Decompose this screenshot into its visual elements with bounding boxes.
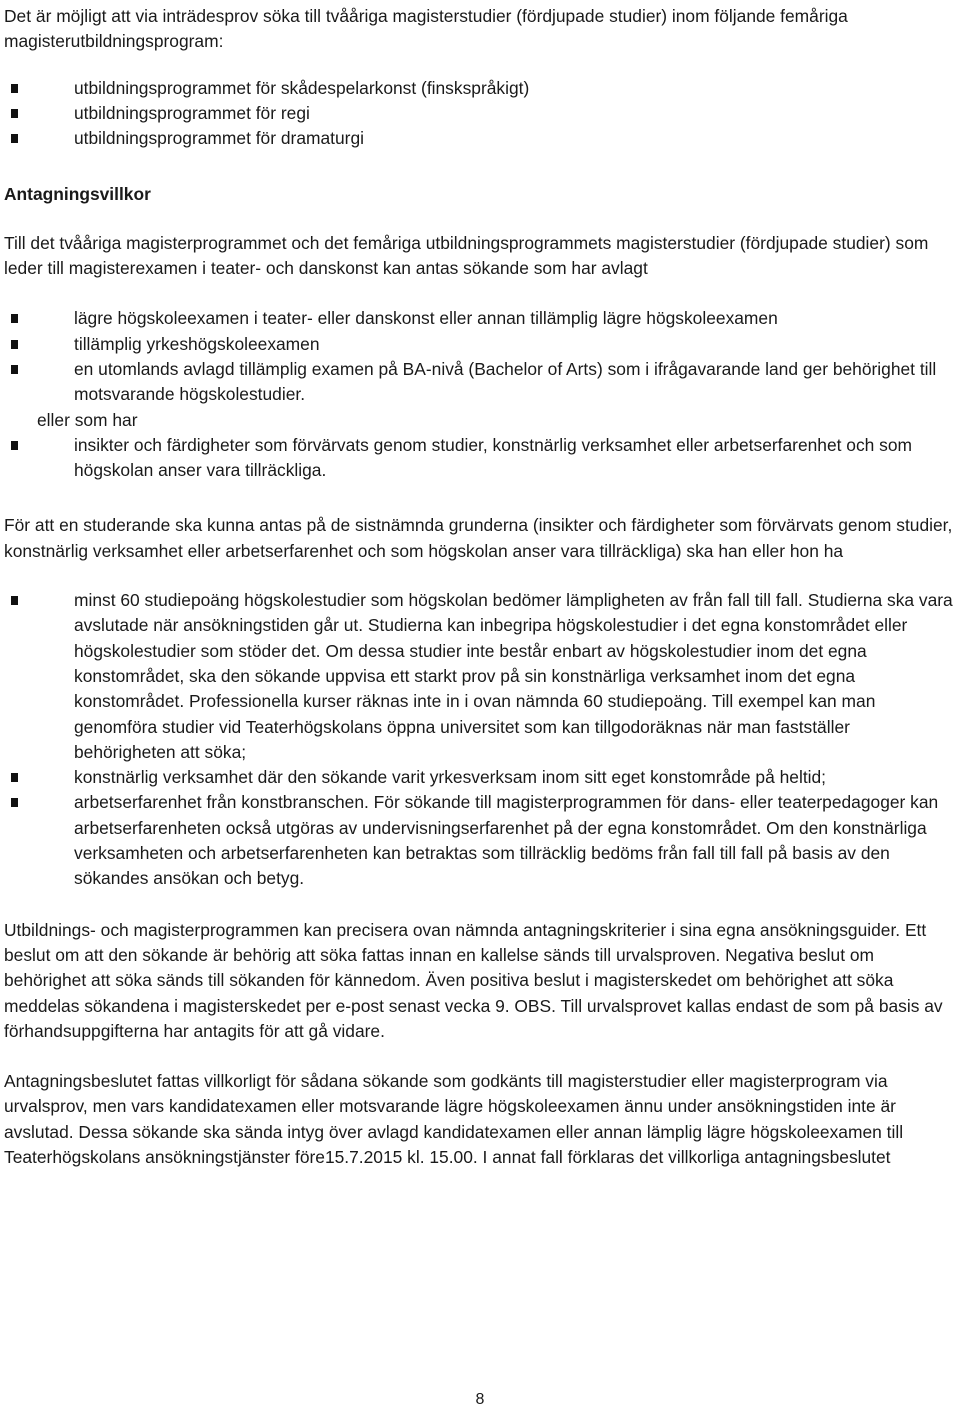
- list-item: konstnärlig verksamhet där den sökande varit yrkesverksam inom sitt eget konstområde på heltid;: [4, 765, 956, 790]
- bullet-icon: [11, 340, 18, 349]
- list-item: utbildningsprogrammet för skådespelarkonst (finskspråkigt): [4, 76, 956, 101]
- program-list: [4, 76, 956, 152]
- bullet-icon: [11, 798, 18, 807]
- list-item: utbildningsprogrammet för dramaturgi: [4, 126, 956, 151]
- bullet-icon: [11, 773, 18, 782]
- list-item: arbetserfarenhet från konstbranschen. För sökande till magisterprogrammen för dans- eller teaterpedagoger kan arbetserfarenheten också utgöras av undervisningserfarenhet på der egna konstområdet. Om den konstnärliga verksamheten och arbetserfarenheten kan betraktas som tillräcklig bedöms från fall till fall på basis av den sökandes ansökan och betyg.: [4, 790, 956, 891]
- list-item: minst 60 studiepoäng högskolestudier som högskolan bedömer lämpligheten av från fall till fall. Studierna ska vara avslutade när ansökningstiden går ut. Studierna kan inbegripa högskolestudier i det egna konstområdet eller högskolestudier som stöder det. Om dessa studier inte består enbart av högskolestudier inom det egna konstområdet, ska den sökande uppvisa ett starkt prov på sin konstnärliga verksamhet inom det egna konstområdet. Professionella kurser räknas inte in i ovan nämnda 60 studiepoäng. Till exempel kan man genomföra studier vid Teaterhögskolans öppna universitet som kan tillgodoräknas när man fastställer behörigheten att söka;: [4, 588, 956, 765]
- bullet-icon: [11, 109, 18, 118]
- bullet-icon: [11, 596, 18, 605]
- bullet-icon: [11, 84, 18, 93]
- list-item: utbildningsprogrammet för regi: [4, 101, 956, 126]
- bullet-icon: [11, 314, 18, 323]
- list-item: en utomlands avlagd tillämplig examen på BA-nivå (Bachelor of Arts) som i ifrågavarande land ger behörighet till motsvarande högskolestudier.: [4, 357, 956, 408]
- conditions-intro: Till det tvååriga magisterprogrammet och det femåriga utbildningsprogrammets magisterstudier (fördjupade studier) som leder till magisterexamen i teater- och danskonst kan antas sökande som har avlagt: [4, 232, 929, 279]
- intro-paragraph: Det är möjligt att via inträdesprov söka till tvååriga magisterstudier (fördjupade studier) inom följande femåriga magisterutbildningsprogram:: [4, 6, 848, 52]
- requirement-intro: För att en studerande ska kunna antas på de sistnämnda grunderna (insikter och färdigheter som förvärvats genom studier, konstnärlig verksamhet eller arbetserfarenhet och som högskolan anser vara tillräckliga) ska han eller hon ha: [4, 515, 953, 561]
- degree-list: [4, 306, 956, 407]
- requirement-list: [4, 588, 956, 892]
- list-item: tillämplig yrkeshögskoleexamen: [4, 332, 956, 357]
- bullet-icon: [11, 134, 18, 143]
- bullet-icon: [11, 441, 18, 450]
- document-page: [4, 4, 956, 1170]
- skills-list: [4, 433, 956, 484]
- guides-paragraph: Utbildnings- och magisterprogrammen kan precisera ovan nämnda antagningskriterier i sina egna ansökningsguider. Ett beslut om att den sökande är behörig att söka fattas innan en kallelse sänds till urvalsproven. Negativa beslut om behörighet att söka sänds till sökanden för kännedom. Även positiva beslut i magisterskedet om behörighet att söka meddelas sökandena i magisterskedet per e-post senast vecka 9. OBS. Till urvalsprovet kallas endast de som på basis av förhandsuppgifterna har antagits för att gå vidare.: [4, 919, 943, 1041]
- list-item: insikter och färdigheter som förvärvats genom studier, konstnärlig verksamhet eller arbetserfarenhet och som högskolan anser vara tillräckliga.: [4, 433, 956, 484]
- page-number: 8: [475, 1391, 485, 1408]
- bullet-icon: [11, 365, 18, 374]
- list-item: lägre högskoleexamen i teater- eller danskonst eller annan tillämplig lägre högskoleexamen: [4, 306, 956, 331]
- conditional-paragraph: Antagningsbeslutet fattas villkorligt för sådana sökande som godkänts till magisterstudier eller magisterprogram via urvalsprov, men vars kandidatexamen eller motsvarande lägre högskoleexamen ännu under ansökningstiden inte är avslutad. Dessa sökande ska sända intyg över avlagd kandidatexamen eller annan lämplig lägre högskoleexamen till Teaterhögskolans ansökningstjänster före15.7.2015 kl. 15.00. I annat fall förklaras det villkorliga antagningsbeslutet: [4, 1071, 904, 1167]
- section-heading: Antagningsvillkor: [4, 184, 151, 205]
- or-text: eller som har: [37, 409, 138, 430]
